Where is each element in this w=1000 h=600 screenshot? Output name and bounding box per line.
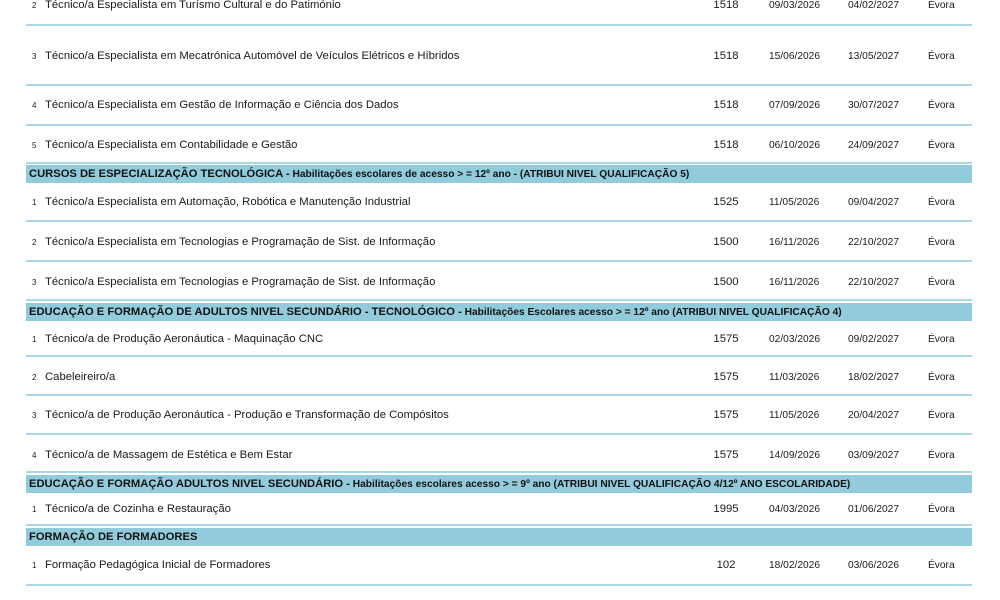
end-date: 22/10/2027: [848, 277, 899, 288]
end-date: 30/07/2027: [848, 100, 899, 111]
course-hours: 1995: [713, 503, 739, 515]
course-hours: 1518: [713, 139, 739, 151]
start-date: 15/06/2026: [769, 51, 820, 62]
section-detail: Habilitações escolares de acesso > = 12º ano - (ATRIBUI NIVEL QUALIFICAÇÃO 5): [289, 169, 690, 180]
row-number: 4: [32, 451, 37, 460]
start-date: 11/03/2026: [769, 372, 820, 383]
start-date: 11/05/2026: [769, 410, 820, 421]
course-hours: 1500: [713, 236, 739, 248]
start-date: 11/05/2026: [769, 197, 820, 208]
section-header: [26, 528, 972, 546]
course-location: Évora: [928, 277, 955, 288]
row-number: 2: [32, 238, 37, 247]
row-number: 1: [32, 198, 37, 207]
start-date: 16/11/2026: [769, 237, 820, 248]
course-name: Técnico/a Especialista em Gestão de Informação e Ciência dos Dados: [45, 99, 399, 111]
row-number: 3: [32, 52, 37, 61]
course-name: Técnico/a Especialista em Automação, Robótica e Manutenção Industrial: [45, 196, 411, 208]
end-date: 24/09/2027: [848, 140, 899, 151]
row-number: 1: [32, 561, 37, 570]
course-location: Évora: [928, 100, 955, 111]
course-name: Formação Pedagógica Inicial de Formadores: [45, 559, 271, 571]
section-header: [26, 475, 972, 493]
course-row: [26, 322, 972, 357]
course-location: Évora: [928, 197, 955, 208]
course-hours: 1518: [713, 0, 739, 11]
course-hours: 1518: [713, 50, 739, 62]
section-title: EDUCAÇÃO E FORMAÇÃO DE ADULTOS NIVEL SECUNDÁRIO - TECNOLÓGICO -: [29, 306, 462, 318]
course-name: Técnico/a Especialista em Tecnologias e Programação de Sist. de Informação: [45, 236, 436, 248]
course-name: Técnico/a de Cozinha e Restauração: [45, 503, 231, 515]
end-date: 13/05/2027: [848, 51, 899, 62]
row-number: 1: [32, 335, 37, 344]
start-date: 14/09/2026: [769, 450, 820, 461]
course-hours: 1525: [713, 196, 739, 208]
end-date: 04/02/2027: [848, 0, 899, 11]
course-name: Técnico/a Especialista em Turísmo Cultural e do Patimónio: [45, 0, 341, 11]
course-hours: 1575: [713, 449, 739, 461]
course-location: Évora: [928, 410, 955, 421]
row-number: 3: [32, 411, 37, 420]
row-number: 2: [32, 373, 37, 382]
row-number: 5: [32, 141, 37, 150]
end-date: 09/02/2027: [848, 334, 899, 345]
course-location: Évora: [928, 51, 955, 62]
start-date: 18/02/2026: [769, 560, 820, 571]
course-row: [26, 0, 972, 26]
course-row: [26, 126, 972, 164]
section-title: CURSOS DE ESPECIALIZAÇÃO TECNOLÓGICA -: [29, 168, 290, 180]
start-date: 07/09/2026: [769, 100, 820, 111]
row-number: 3: [32, 278, 37, 287]
course-row: [26, 222, 972, 262]
course-hours: 1575: [713, 409, 739, 421]
start-date: 09/03/2026: [769, 0, 820, 11]
start-date: 04/03/2026: [769, 504, 820, 515]
start-date: 02/03/2026: [769, 334, 820, 345]
course-name: Técnico/a Especialista em Mecatrónica Automóvel de Veículos Elétricos e Híbridos: [45, 50, 460, 62]
course-hours: 1575: [713, 333, 739, 345]
section-detail: Habilitações escolares acesso > = 9º ano (ATRIBUI NIVEL QUALIFICAÇÃO 4/12º ANO ESCOLARIDADE): [349, 479, 851, 490]
end-date: 01/06/2027: [848, 504, 899, 515]
course-location: Évora: [928, 140, 955, 151]
section-title: EDUCAÇÃO E FORMAÇÃO ADULTOS NIVEL SECUNDÁRIO -: [29, 478, 350, 490]
course-row: [26, 262, 972, 301]
course-location: Évora: [928, 450, 955, 461]
end-date: 03/09/2027: [848, 450, 899, 461]
course-hours: 1500: [713, 276, 739, 288]
course-location: Évora: [928, 334, 955, 345]
course-hours: 102: [716, 559, 736, 571]
course-name: Cabeleireiro/a: [45, 371, 116, 383]
row-number: 1: [32, 505, 37, 514]
course-name: Técnico/a de Massagem de Estética e Bem Estar: [45, 449, 293, 461]
end-date: 03/06/2026: [848, 560, 899, 571]
course-location: Évora: [928, 560, 955, 571]
section-detail: Habilitações Escolares acesso > = 12º ano (ATRIBUI NIVEL QUALIFICAÇÃO 4): [461, 307, 842, 318]
course-row: [26, 435, 972, 473]
course-row: [26, 26, 972, 86]
course-row: [26, 357, 972, 396]
start-date: 06/10/2026: [769, 140, 820, 151]
end-date: 09/04/2027: [848, 197, 899, 208]
row-number: 4: [32, 101, 37, 110]
section-title: FORMAÇÃO DE FORMADORES: [29, 531, 198, 543]
course-row: [26, 547, 972, 586]
section-header: [26, 165, 972, 183]
row-number: 2: [32, 1, 37, 10]
course-row: [26, 493, 972, 526]
course-location: Évora: [928, 0, 955, 11]
end-date: 22/10/2027: [848, 237, 899, 248]
course-location: Évora: [928, 372, 955, 383]
course-location: Évora: [928, 504, 955, 515]
course-row: [26, 396, 972, 435]
course-name: Técnico/a Especialista em Tecnologias e Programação de Sist. de Informação: [45, 276, 436, 288]
course-hours: 1575: [713, 371, 739, 383]
section-header: [26, 303, 972, 321]
course-hours: 1518: [713, 99, 739, 111]
course-name: Técnico/a de Produção Aeronáutica - Maquinação CNC: [45, 333, 324, 345]
course-location: Évora: [928, 237, 955, 248]
course-name: Técnico/a de Produção Aeronáutica - Produção e Transformação de Compósitos: [45, 409, 449, 421]
course-row: [26, 184, 972, 222]
course-name: Técnico/a Especialista em Contabilidade e Gestão: [45, 139, 298, 151]
course-row: [26, 86, 972, 126]
end-date: 20/04/2027: [848, 410, 899, 421]
end-date: 18/02/2027: [848, 372, 899, 383]
start-date: 16/11/2026: [769, 277, 820, 288]
